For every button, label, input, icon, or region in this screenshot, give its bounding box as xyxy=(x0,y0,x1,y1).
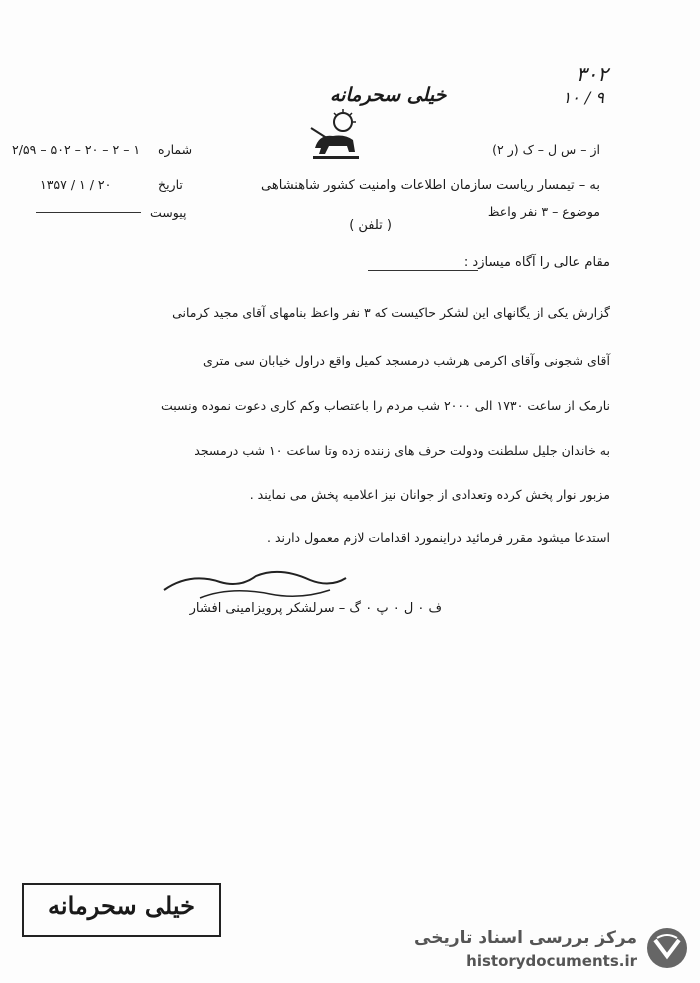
number-label: شماره xyxy=(158,142,193,157)
signature-scribble-icon xyxy=(160,568,350,604)
attachment-blank-line xyxy=(36,212,141,213)
attachment-label: پیوست xyxy=(150,205,187,220)
lion-and-sun-emblem-icon xyxy=(305,108,367,164)
number-value: ۲/۵۹ – ۵۰۲ – ۲۰ – ۲ – ۱ xyxy=(12,142,141,157)
body-line-3: نارمک از ساعت ۱۷۳۰ الی ۲۰۰۰ شب مردم را باعتصاب وکم کاری دعوت نموده ونسبت xyxy=(160,398,610,413)
to-line: به – تیمسار ریاست سازمان اطلاعات وامنیت کشور شاهنشاهی xyxy=(261,178,600,193)
handwritten-code: ۳۰۲ xyxy=(575,62,608,86)
date-label: تاریخ xyxy=(158,177,183,192)
bottom-stamp-text: خیلی سحرمانه xyxy=(48,891,195,920)
body-line-5: مزبور نوار پخش کرده وتعدادی از جوانان نیز اعلامیه پخش می نمایند . xyxy=(249,487,610,502)
history-documents-logo-icon xyxy=(645,926,689,970)
signature-line: ف ۰ ل ۰ پ ۰ گ – سرلشکر پرویزامینی افشار xyxy=(189,601,442,616)
watermark-en-text: historydocuments.ir xyxy=(466,952,637,970)
top-classification-stamp: خیلی سحرمانه xyxy=(330,84,447,106)
body-line-2: آقای شجونی وآقای اکرمی هرشب درمسجد کمیل واقع دراول خیابان سی متری xyxy=(202,353,610,368)
handwritten-fraction: ۹ / ۱۰ xyxy=(562,88,604,107)
bottom-classification-stamp xyxy=(22,883,221,937)
phone-line: ( تلفن ) xyxy=(349,218,392,233)
request-line: استدعا میشود مقرر فرمائید دراینمورد اقدامات لازم معمول دارند . xyxy=(267,530,610,545)
body-line-4: به خاندان جلیل سلطنت ودولت حرف های زننده زده وتا ساعت ۱۰ شب درمسجد xyxy=(194,443,610,458)
from-line: از – س ل – ک (ر ۲) xyxy=(492,142,600,157)
body-line-1: گزارش یکی از یگانهای این لشکر حاکیست که ۳ نفر واعظ بنامهای آقای مجید کرمانی xyxy=(172,305,610,320)
salutation: مقام عالی را آگاه میسازد : xyxy=(463,255,610,270)
subject-line: موضوع – ۳ نفر واعظ xyxy=(487,204,600,219)
watermark xyxy=(400,920,695,980)
date-value: ۱۳۵۷ / ۱ / ۲۰ xyxy=(40,177,112,192)
salutation-underline xyxy=(368,270,478,271)
watermark-fa-text: مرکز بررسی اسناد تاریخی xyxy=(414,928,637,948)
